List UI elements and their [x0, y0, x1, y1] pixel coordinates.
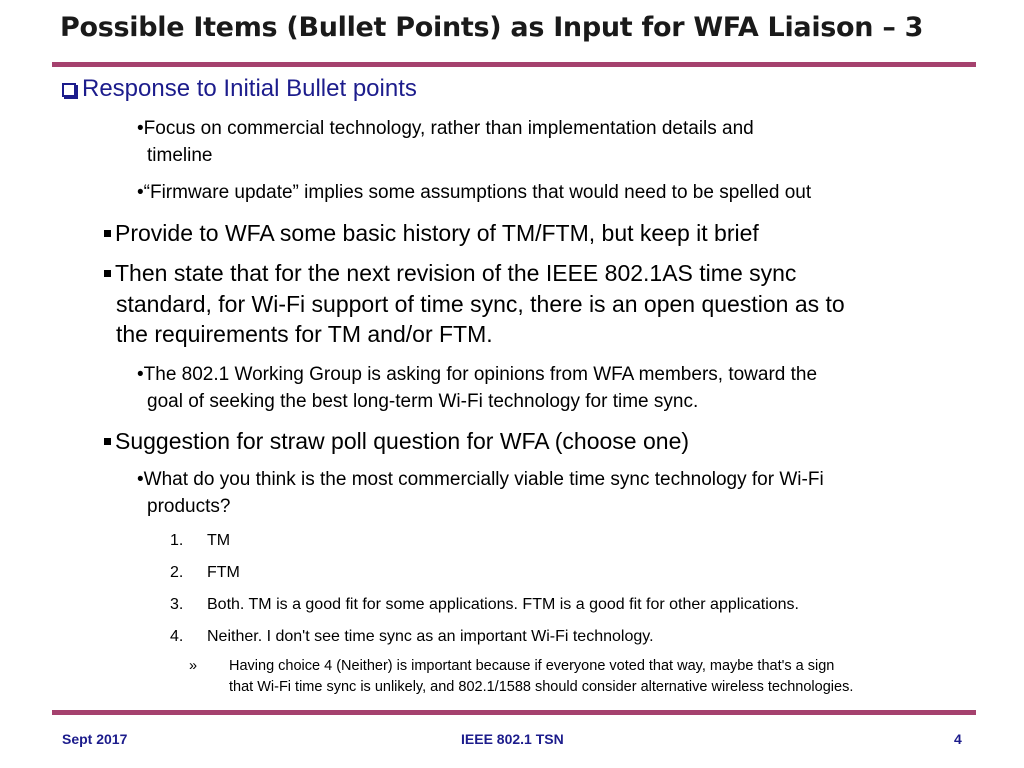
list-item-text: Provide to WFA some basic history of TM/FTM, but keep it brief — [115, 220, 759, 246]
option-number: 1. — [170, 532, 184, 549]
poll-option — [170, 628, 654, 646]
option-number: 4. — [170, 628, 184, 645]
list-item — [104, 220, 759, 247]
list-item-continuation: products? — [147, 496, 231, 517]
option-text: FTM — [207, 564, 240, 581]
section-heading: Response to Initial Bullet points — [82, 75, 417, 102]
footer-divider — [52, 710, 976, 715]
square-bullet-icon — [104, 270, 111, 277]
note-continuation: that Wi-Fi time sync is unlikely, and 802.1/1588 should consider alternative wireless technologies. — [229, 679, 854, 695]
list-item-text: “Firmware update” implies some assumptions that would need to be spelled out — [143, 182, 812, 203]
note-item — [189, 658, 834, 674]
list-item-continuation: standard, for Wi-Fi support of time sync, there is an open question as to — [116, 291, 845, 317]
list-item-text: Then state that for the next revision of the IEEE 802.1AS time sync — [115, 260, 797, 286]
heading-line — [62, 75, 417, 103]
poll-option — [170, 564, 240, 582]
poll-option — [170, 596, 799, 614]
list-item-text: Suggestion for straw poll question for WFA (choose one) — [115, 428, 690, 454]
list-item — [137, 364, 817, 386]
square-bullet-icon — [104, 230, 111, 237]
title-divider — [52, 62, 976, 67]
option-text: Neither. I don't see time sync as an important Wi-Fi technology. — [207, 628, 654, 645]
slide-title: Possible Items (Bullet Points) as Input for WFA Liaison – 3 — [60, 12, 924, 43]
square-bullet-icon — [104, 438, 111, 445]
footer-organization: IEEE 802.1 TSN — [461, 731, 564, 747]
list-item — [137, 469, 824, 491]
list-item-continuation: goal of seeking the best long-term Wi-Fi technology for time sync. — [147, 391, 699, 412]
page-number: 4 — [954, 731, 962, 747]
option-text: Both. TM is a good fit for some applications. FTM is a good fit for other applications. — [207, 596, 799, 613]
list-item — [104, 428, 689, 455]
list-item — [104, 260, 796, 287]
hollow-square-bullet-icon — [62, 83, 76, 97]
dot-bullet-icon: • — [137, 118, 144, 139]
poll-option — [170, 532, 230, 550]
list-item-continuation: the requirements for TM and/or FTM. — [116, 321, 493, 347]
dot-bullet-icon: • — [137, 469, 144, 490]
dot-bullet-icon: • — [137, 364, 144, 385]
list-item-continuation: timeline — [147, 145, 213, 166]
list-item-text: What do you think is the most commercially viable time sync technology for Wi-Fi — [143, 469, 824, 490]
dot-bullet-icon: • — [137, 182, 144, 203]
list-item — [137, 118, 754, 140]
note-text: Having choice 4 (Neither) is important because if everyone voted that way, maybe that's a sign — [229, 658, 835, 674]
option-text: TM — [207, 532, 231, 549]
footer-date: Sept 2017 — [62, 731, 128, 747]
option-number: 3. — [170, 596, 184, 613]
option-number: 2. — [170, 564, 184, 581]
list-item — [137, 182, 811, 204]
list-item-text: The 802.1 Working Group is asking for opinions from WFA members, toward the — [143, 364, 818, 385]
chevron-double-right-icon: » — [189, 658, 198, 674]
list-item-text: Focus on commercial technology, rather than implementation details and — [143, 118, 754, 139]
